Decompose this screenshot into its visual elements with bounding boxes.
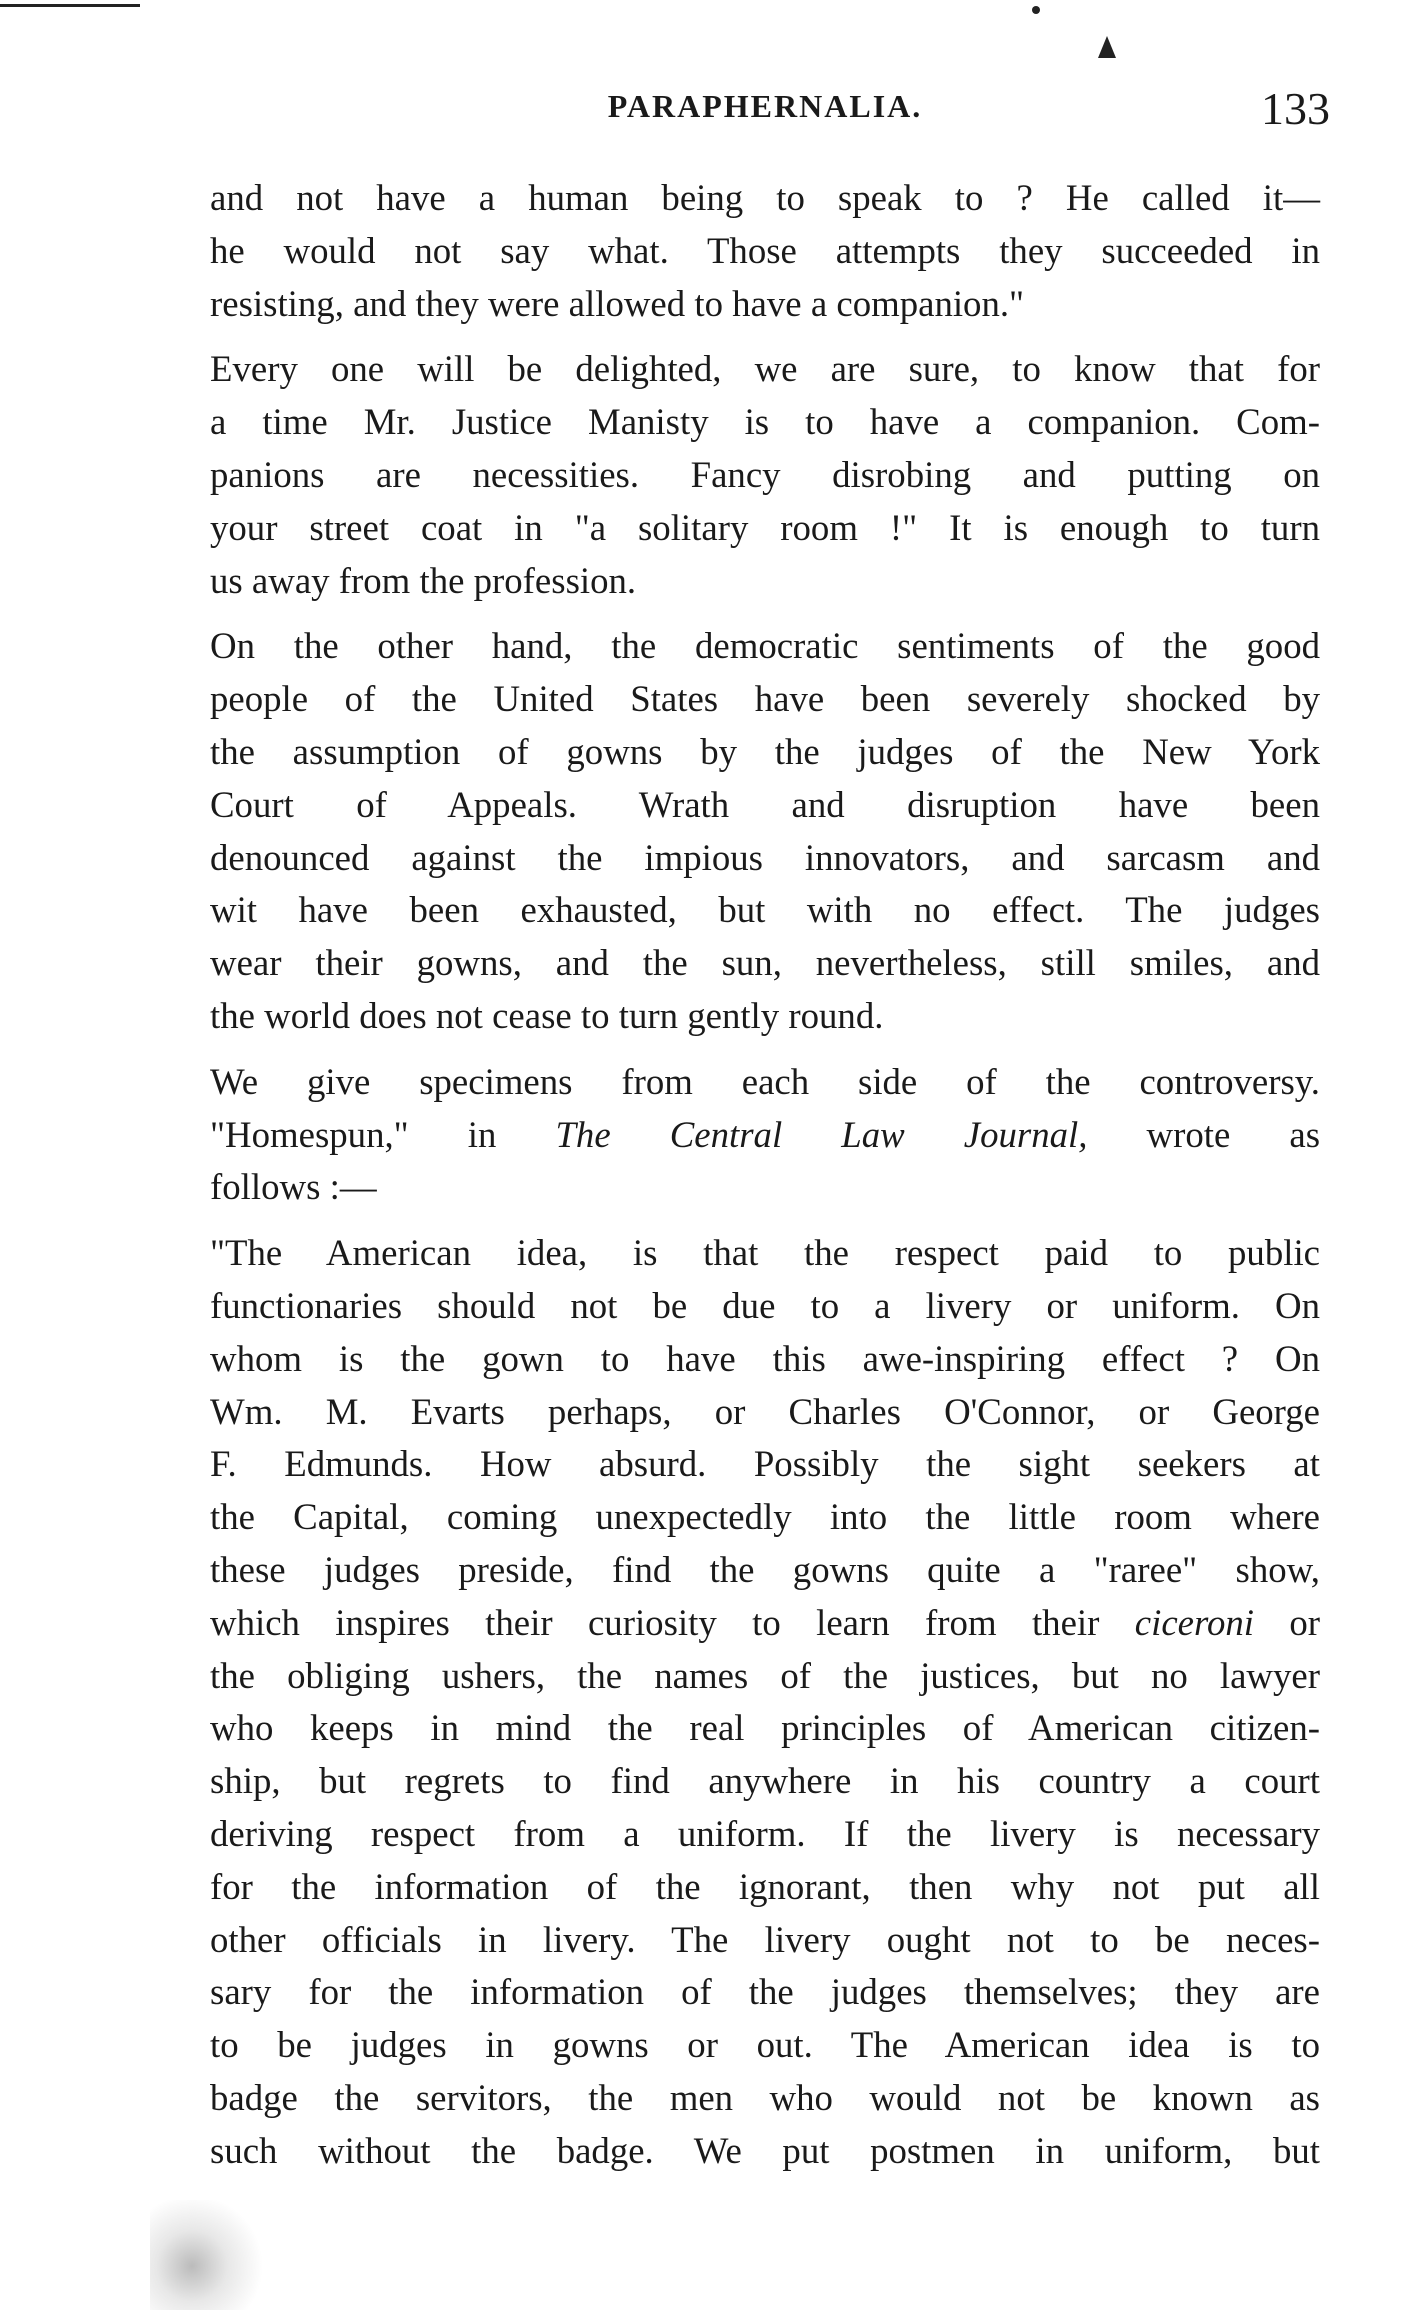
text-fragment: wrote as bbox=[1087, 1113, 1321, 1155]
running-title: PARAPHERNALIA. bbox=[607, 88, 923, 124]
scan-speck bbox=[1032, 6, 1040, 14]
text-line: denounced against the impious innovators, and sarcasm and bbox=[210, 836, 1320, 878]
text-line: such without the badge. We put postmen in uniform, but bbox=[210, 2129, 1320, 2171]
text-line bbox=[210, 1109, 1320, 1162]
text-line: us away from the profession. bbox=[210, 559, 637, 601]
text-fragment: "Homespun," in bbox=[210, 1113, 556, 1155]
text-line: deriving respect from a uniform. If the livery is necessary bbox=[210, 1812, 1320, 1854]
scan-artifact bbox=[0, 0, 180, 20]
text-line: functionaries should not be due to a livery or uniform. On bbox=[210, 1284, 1320, 1326]
paragraph bbox=[210, 172, 1320, 330]
text-line: who keeps in mind the real principles of American citizen- bbox=[210, 1707, 1320, 1749]
text-line: wit have been exhausted, but with no effect. The judges bbox=[210, 889, 1320, 931]
text-line: We give specimens from each side of the controversy. bbox=[210, 1060, 1320, 1102]
text-line: On the other hand, the democratic sentiments of the good bbox=[210, 625, 1320, 667]
text-fragment: which inspires their curiosity to learn from their bbox=[210, 1601, 1135, 1643]
text-line: the obliging ushers, the names of the justices, but no lawyer bbox=[210, 1654, 1320, 1696]
scan-mark bbox=[1098, 36, 1116, 58]
text-line: sary for the information of the judges themselves; they are bbox=[210, 1971, 1320, 2013]
text-line: people of the United States have been severely shocked by bbox=[210, 678, 1320, 720]
page-body bbox=[210, 172, 1320, 2190]
scan-smudge bbox=[150, 2200, 290, 2310]
text-line: badge the servitors, the men who would not be known as bbox=[210, 2076, 1320, 2118]
text-line: "The American idea, is that the respect paid to public bbox=[210, 1232, 1320, 1274]
text-line: panions are necessities. Fancy disrobing and putting on bbox=[210, 453, 1320, 495]
text-line: follows :— bbox=[210, 1166, 377, 1208]
text-line: he would not say what. Those attempts they succeeded in bbox=[210, 229, 1320, 271]
paragraph bbox=[210, 1056, 1320, 1214]
text-line: resisting, and they were allowed to have a companion." bbox=[210, 282, 1025, 324]
page-header bbox=[200, 83, 1330, 148]
text-line: a time Mr. Justice Manisty is to have a companion. Com- bbox=[210, 401, 1320, 443]
journal-title: The Central Law Journal, bbox=[555, 1113, 1088, 1155]
text-line: wear their gowns, and the sun, nevertheless, still smiles, and bbox=[210, 942, 1320, 984]
paragraph bbox=[210, 343, 1320, 607]
text-line: Wm. M. Evarts perhaps, or Charles O'Connor, or George bbox=[210, 1390, 1320, 1432]
quoted-paragraph bbox=[210, 1227, 1320, 2177]
text-line: F. Edmunds. How absurd. Possibly the sight seekers at bbox=[210, 1443, 1320, 1485]
paragraph bbox=[210, 620, 1320, 1042]
text-line: to be judges in gowns or out. The American idea is to bbox=[210, 2024, 1320, 2066]
text-line: whom is the gown to have this awe-inspiring effect ? On bbox=[210, 1337, 1320, 1379]
ciceroni-word: ciceroni bbox=[1134, 1601, 1254, 1643]
text-line: your street coat in "a solitary room !" It is enough to turn bbox=[210, 506, 1320, 548]
text-line: Court of Appeals. Wrath and disruption have been bbox=[210, 783, 1320, 825]
page-number: 133 bbox=[1261, 83, 1330, 134]
text-line: the assumption of gowns by the judges of the New York bbox=[210, 730, 1320, 772]
text-line: Every one will be delighted, we are sure, to know that for bbox=[210, 348, 1320, 390]
text-fragment: or bbox=[1253, 1601, 1321, 1643]
text-line: these judges preside, find the gowns quite a "raree" show, bbox=[210, 1548, 1320, 1590]
text-line bbox=[210, 1597, 1320, 1650]
text-line: and not have a human being to speak to ? He called it— bbox=[210, 177, 1320, 218]
text-line: ship, but regrets to find anywhere in his country a court bbox=[210, 1760, 1320, 1802]
text-line: the world does not cease to turn gently round. bbox=[210, 994, 884, 1036]
text-line: for the information of the ignorant, then why not put all bbox=[210, 1865, 1320, 1907]
text-line: the Capital, coming unexpectedly into the little room where bbox=[210, 1496, 1320, 1538]
text-line: other officials in livery. The livery ought not to be neces- bbox=[210, 1918, 1320, 1960]
